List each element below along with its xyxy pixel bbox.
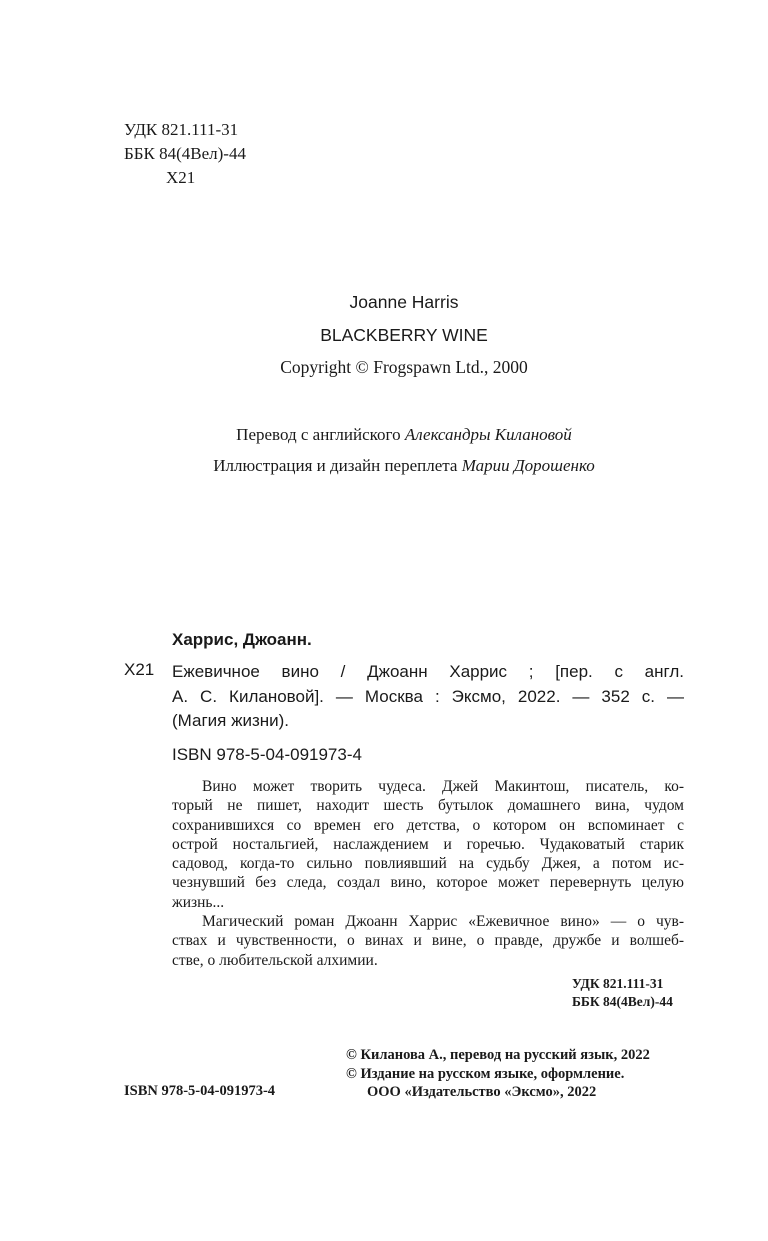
original-copyright: Copyright © Frogspawn Ltd., 2000 [280,357,528,377]
top-classification-codes [124,118,246,190]
copyright-edition: © Издание на русском языке, оформление. [346,1065,625,1082]
original-author: Joanne Harris [349,292,459,312]
annotation-line: торый не пишет, находит шесть бутылок домашнего вина, чудом [172,797,684,815]
annotation-line: Магический роман Джоанн Харрис «Ежевичное вино» — о чув- [202,913,684,931]
isbn-bottom: ISBN 978-5-04-091973-4 [124,1083,276,1099]
bottom-classification-codes [572,975,673,1011]
bibliographic-line: А. С. Килановой]. — Москва : Эксмо, 2022. — 352 с. — [172,686,684,706]
annotation-line: жизнь... [172,893,225,911]
bibliographic-author-heading: Харрис, Джоанн. [172,630,312,649]
annotation-line: сохранившихся со времен его детства, о котором он вспоминает с [172,816,684,834]
copyright-notes [346,1046,650,1102]
bottom-udk-code: УДК 821.111-31 [572,976,664,991]
annotation-line: чезнувший без следа, создал вино, которое может перевернуть целую [172,874,684,892]
annotation [172,777,684,970]
bibliographic-mark: Х21 [124,660,155,679]
bibliographic-line: (Магия жизни). [172,711,290,730]
annotation-line: острой ностальгией, наслаждением и горечью. Чудаковатый старик [172,835,684,853]
annotation-line: ствах и чувственности, о винах и вине, о правде, дружбе и волшеб- [172,932,684,950]
bbk-code: ББК 84(4Вел)-44 [124,144,246,163]
copyright-publisher: ООО «Издательство «Эксмо», 2022 [367,1084,597,1100]
annotation-line: стве, о любительской алхимии. [172,951,378,969]
designer-name: Марии Дорошенко [461,456,595,475]
author-mark: Х21 [166,168,196,187]
bibliographic-description [172,660,684,734]
udk-code: УДК 821.111-31 [124,120,239,139]
annotation-line: Вино может творить чудеса. Джей Макинтош, писатель, ко- [202,778,684,795]
copyright-translation: © Киланова А., перевод на русский язык, 2022 [346,1047,650,1063]
translator-name: Александры Килановой [404,425,572,444]
translation-prefix: Перевод с английского [236,425,401,444]
bottom-bbk-code: ББК 84(4Вел)-44 [572,994,673,1009]
bibliographic-line: Ежевичное вино / Джоанн Харрис ; [пер. с англ. [172,662,684,681]
design-prefix: Иллюстрация и дизайн переплета [213,456,458,475]
translation-credit [0,425,768,445]
isbn: ISBN 978-5-04-091973-4 [172,745,362,764]
annotation-line: садовод, когда-то сильно повлиявший на судьбу Джея, а потом ис- [172,855,684,873]
original-title: BLACKBERRY WINE [320,325,488,345]
design-credit [0,456,768,476]
